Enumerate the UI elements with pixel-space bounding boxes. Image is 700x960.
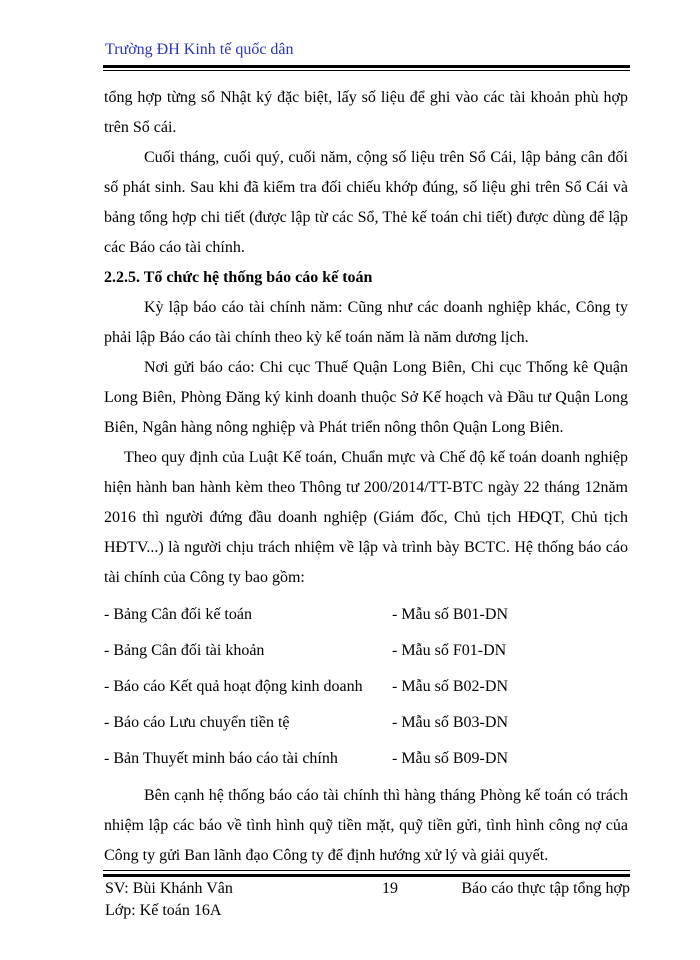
header-title: Trường ĐH Kinh tế quốc dân [105, 41, 294, 58]
report-form-code: - Mẫu số B03-DN [392, 714, 508, 731]
footer-student-name: SV: Bùi Khánh Vân [105, 880, 233, 897]
report-name: - Báo cáo Kết quả hoạt động kinh doanh [104, 678, 363, 695]
report-item [104, 633, 628, 669]
section-heading: 2.2.5. Tổ chức hệ thống báo cáo kế toán [104, 269, 373, 286]
paragraph-continuation: tổng hợp từng sổ Nhật ký đặc biệt, lấy số liệu để ghi vào các tài khoản phù hợp trên Sổ cái. [104, 89, 628, 136]
header-rule-thick [103, 65, 630, 68]
report-item [104, 705, 628, 741]
paragraph-month-end: Cuối tháng, cuối quý, cuối năm, cộng số liệu trên Sổ Cái, lập bảng cân đối số phát sinh. Sau khi đã kiểm tra đối chiếu khớp đúng, số liệu ghi trên Sổ Cái và bảng tổng hợp chi tiết (được lập từ các Sổ, Thẻ kế toán chi tiết) được dùng để lập các Báo cáo tài chính. [104, 149, 628, 256]
report-name: - Bản Thuyết minh báo cáo tài chính [104, 750, 338, 767]
report-form-code: - Mẫu số B02-DN [392, 678, 508, 695]
footer-report-type: Báo cáo thực tập tổng hợp [461, 880, 630, 897]
report-form-code: - Mẫu số B09-DN [392, 750, 508, 767]
paragraph-reporting-period: Kỳ lập báo cáo tài chính năm: Cũng như các doanh nghiệp khác, Công ty phải lập Báo cáo tài chính theo kỳ kế toán năm là năm dương lịch. [104, 299, 628, 346]
footer-rule-thin [103, 870, 630, 871]
footer-rule-thick [103, 874, 630, 877]
report-list [104, 597, 628, 777]
report-name: - Báo cáo Lưu chuyển tiền tệ [104, 714, 290, 731]
report-item [104, 597, 628, 633]
paragraph-monthly-reports: Bên cạnh hệ thống báo cáo tài chính thì hàng tháng Phòng kế toán có trách nhiệm lập các báo về tình hình quỹ tiền mặt, quỹ tiền gửi, tình hình công nợ của Công ty gửi Ban lãnh đạo Công ty để định hướng xử lý và giải quyết. [104, 787, 628, 864]
page-number: 19 [382, 880, 398, 897]
paragraph-report-recipients: Nơi gửi báo cáo: Chi cục Thuế Quận Long Biên, Chi cục Thống kê Quận Long Biên, Phòng Đăng ký kinh doanh thuộc Sở Kế hoạch và Đầu tư Quận Long Biên, Ngân hàng nông nghiệp và Phát triển nông thôn Quận Long Biên. [104, 359, 628, 436]
header-rule-thin [103, 70, 630, 71]
report-name: - Bảng Cân đối kế toán [104, 606, 252, 623]
footer-class-name: Lớp: Kế toán 16A [105, 902, 222, 919]
report-item [104, 741, 628, 777]
report-form-code: - Mẫu số F01-DN [392, 642, 507, 659]
report-form-code: - Mẫu số B01-DN [392, 606, 508, 623]
report-name: - Bảng Cân đối tài khoản [104, 642, 265, 659]
document-body [104, 83, 628, 871]
paragraph-regulations: Theo quy định của Luật Kế toán, Chuẩn mực và Chế độ kế toán doanh nghiệp hiện hành ban hành kèm theo Thông tư 200/2014/TT-BTC ngày 22 tháng 12năm 2016 thì người đứng đầu doanh nghiệp (Giám đốc, Chủ tịch HĐQT, Chủ tịch HĐTV...) là người chịu trách nhiệm về lập và trình bày BCTC. Hệ thống báo cáo tài chính của Công ty bao gồm: [104, 449, 628, 586]
report-item [104, 669, 628, 705]
